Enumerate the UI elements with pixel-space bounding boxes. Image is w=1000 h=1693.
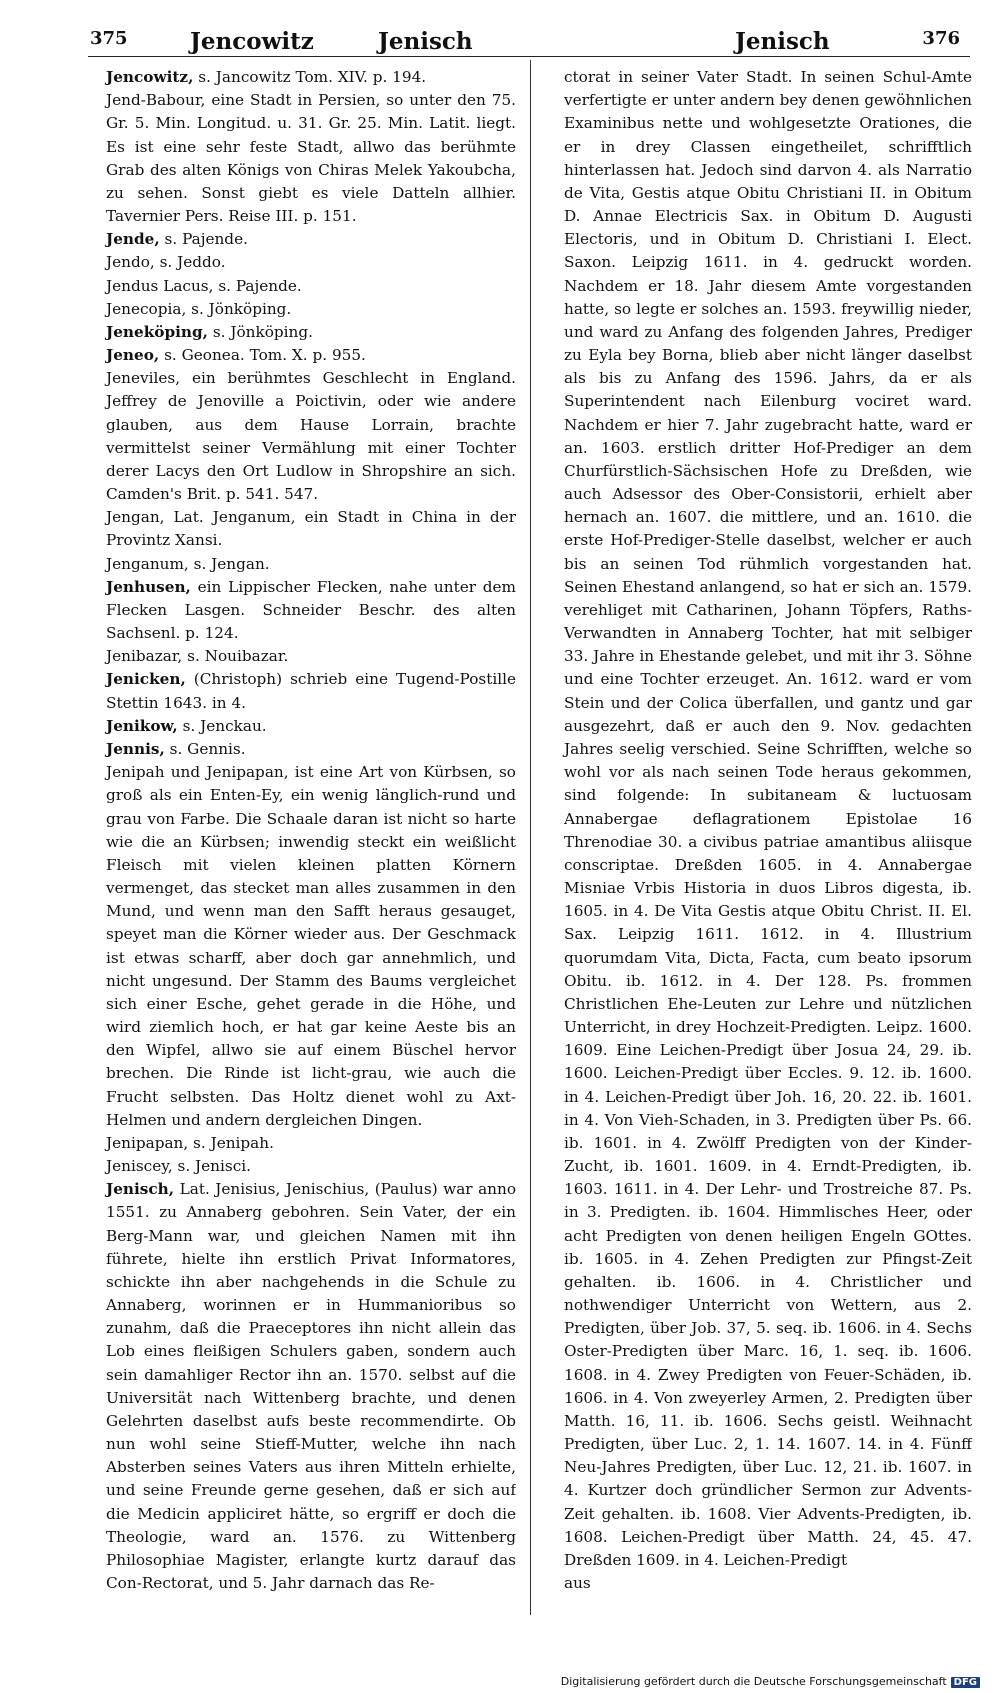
- entry-lemma: Jencowitz,: [106, 68, 194, 86]
- catchword-left: Jencowitz: [190, 28, 314, 55]
- dictionary-entry: [88, 228, 516, 251]
- entry-text: Jend-Babour, eine Stadt in Persien, so unter den 75. Gr. 5. Min. Longitud. u. 31. Gr. 25. Min. Latit. liegt. Es ist eine sehr feste Stadt, allwo das berühmte Grab des alten Königs von Chiras Melek Yakoubcha, zu sehen. Sonst giebt es viele Datteln allhier. Tavernier Pers. Reise III. p. 151.: [106, 91, 516, 226]
- entry-text: Jenipapan, s. Jenipah.: [106, 1133, 274, 1152]
- entry-text: s. Jönköping.: [212, 322, 313, 341]
- entry-text: Jenibazar, s. Nouibazar.: [106, 647, 289, 666]
- left-column: [88, 66, 516, 1614]
- page-number-left: 375: [90, 28, 128, 49]
- entry-lemma: Jenhusen,: [106, 577, 191, 596]
- entry-lemma: Jende,: [106, 230, 160, 249]
- header-rule: [88, 56, 970, 57]
- dictionary-entry: [546, 1572, 972, 1595]
- entry-text: s. Geonea. Tom. X. p. 955.: [164, 346, 366, 365]
- entry-text: Jendo, s. Jeddo.: [106, 253, 226, 272]
- entry-text: s. Gennis.: [169, 739, 246, 758]
- dictionary-entry: [88, 645, 516, 668]
- entry-lemma: Jennis,: [106, 739, 165, 758]
- entry-lemma: Jenicken,: [106, 670, 186, 689]
- dictionary-entry: [88, 321, 516, 344]
- page-number-right: 376: [922, 28, 960, 49]
- entry-text: Lat. Jenisius, Jenischius, (Paulus) war anno 1551. zu Annaberg gebohren. Sein Vater, der ein Berg-Mann war, und gleichen Namen mit ihn führete, hielte ihn erstlich Privat Informatores, schickte ihn aber nachgehends in die Schule zu Annaberg, worinnen er in Hummanioribus so zunahm, daß die Praeceptores ihn nicht allein das Lob eines fleißigen Schulers gaben, sondern auch sein damahliger Rector ihn an. 1570. selbst auf die Universität nach Wittenberg brachte, und denen Gelehrten daselbst aufs beste recommendirte. Ob nun wohl seine Stieff-Mutter, welche ihn nach Absterben seines Vaters aus ihren Mitteln erhielte, und seine Freunde gerne gesehen, daß er sich auf die Medicin appliciret hätte, so ergriff er doch die Theologie, ward an. 1576. zu Wittenberg Philosophiae Magister, erlangte kurtz darauf das Con-Rectorat, und 5. Jahr darnach das Re-: [106, 1180, 516, 1593]
- footer-text: Digitalisierung gefördert durch die Deutsche Forschungsgemeinschaft: [560, 1675, 947, 1688]
- dictionary-entry: [88, 1178, 516, 1595]
- entry-text: Jendus Lacus, s. Pajende.: [106, 276, 302, 295]
- entry-lemma: Jenisch,: [106, 1180, 175, 1199]
- entry-text: s. Pajende.: [164, 230, 248, 249]
- dictionary-entry: [88, 506, 516, 552]
- right-column: [546, 66, 972, 1614]
- dictionary-entry: [88, 66, 516, 89]
- entry-text: s. Jancowitz Tom. XIV. p. 194.: [198, 68, 427, 86]
- dictionary-entry: [88, 298, 516, 321]
- dictionary-entry: [88, 1132, 516, 1155]
- entry-text: Jenipah und Jenipapan, ist eine Art von Kürbsen, so groß als ein Enten-Ey, ein wenig länglich-rund und grau von Farbe. Die Schaale daran ist nicht so harte wie die an Kürbsen; inwendig steckt ein weißlicht Fleisch mit vielen kleinen platten Körnern vermenget, das stecket man alles zusammen in den Mund, und wenn man den Safft heraus gesauget, speyet man die Körner wieder aus. Der Geschmack ist etwas scharff, aber doch gar annehmlich, und nicht ungesund. Der Stamm des Baums vergleichet sich einer Esche, gehet gerade in die Höhe, und wird ziemlich hoch, er hat gar keine Aeste bis an den Wipfel, allwo sie auf einem Büschel hervor brechen. Die Rinde ist licht-grau, wie auch die Frucht selbsten. Das Holtz dienet wohl zu Axt-Helmen und andern dergleichen Dingen.: [106, 763, 516, 1129]
- entry-text: aus: [564, 1574, 591, 1593]
- dictionary-entry: [88, 576, 516, 646]
- dictionary-entry: [88, 738, 516, 761]
- catchword-center: Jenisch: [378, 28, 473, 55]
- entry-text: (Christoph) schrieb eine Tugend-Postille Stettin 1643. in 4.: [106, 670, 516, 712]
- dictionary-entry: [88, 367, 516, 506]
- running-header: [80, 22, 960, 58]
- entry-text: Jenecopia, s. Jönköping.: [106, 299, 292, 318]
- entry-text: ein Lippischer Flecken, nahe unter dem Flecken Lasgen. Schneider Beschr. des alten Sachsenl. p. 124.: [106, 577, 516, 643]
- entry-text: Jenganum, s. Jengan.: [106, 554, 270, 573]
- entry-text: s. Jenckau.: [182, 716, 267, 735]
- column-divider: [530, 60, 531, 1615]
- entry-lemma: Jeneo,: [106, 346, 160, 365]
- dictionary-entry: [88, 668, 516, 714]
- dictionary-entry: [88, 761, 516, 1132]
- dictionary-entry: [88, 89, 516, 228]
- dfg-logo: DFG: [951, 1677, 980, 1688]
- dictionary-entry: [546, 66, 972, 1572]
- dictionary-entry: [88, 715, 516, 738]
- dictionary-entry: [88, 275, 516, 298]
- entry-lemma: Jeneköping,: [106, 322, 208, 341]
- entry-lemma: Jenikow,: [106, 716, 178, 735]
- dictionary-entry: [88, 553, 516, 576]
- entry-text: Jengan, Lat. Jenganum, ein Stadt in China in der Provintz Xansi.: [106, 508, 516, 550]
- dictionary-entry: [88, 344, 516, 367]
- entry-text: ctorat in seiner Vater Stadt. In seinen Schul-Amte verfertigte er unter andern bey denen gewöhnlichen Examinibus nette und wohlgesetzte Orationes, die er in drey Classen eingetheilet, schrifftlich hinterlassen hat. Jedoch sind darvon 4. als Narratio de Vita, Gestis atque Obitu Christiani II. in Obitum D. Annae Electricis Sax. in Obitum D. Augusti Electoris, und in Obitum D. Christiani I. Elect. Saxon. Leipzig 1611. in 4. gedruckt worden. Nachdem er 18. Jahr diesem Amte vorgestanden hatte, so legte er solches an. 1593. freywillig nieder, und ward zu Anfang des folgenden Jahres, Prediger zu Eyla bey Borna, blieb aber nicht länger daselbst als bis zu Anfang des 1596. Jahrs, da er als Superintendent nach Eilenburg vociret ward. Nachdem er hier 7. Jahr zugebracht hatte, ward er an. 1603. erstlich dritter Hof-Prediger an dem Churfürstlich-Sächsischen Hofe zu Dreßden, wie auch Adsessor des Ober-Consistorii, erhielt aber hernach an. 1607. die mittlere, und an. 1610. die erste Hof-Prediger-Stelle daselbst, welcher er auch bis an seinen Tod rühmlich vorgestanden hat. Seinen Ehestand anlangend, so hat er sich an. 1579. verehliget mit Catharinen, Johann Töpfers, Raths-Verwandten in Annaberg Tochter, hat mit selbiger 33. Jahre in Ehestande gelebet, und mit ihr 3. Söhne und eine Tochter erzeuget. An. 1612. ward er vom Stein und der Colica überfallen, und gantz und gar ausgezehrt, daß er auch den 9. Nov. gedachten Jahres seelig verschied. Seine Schrifften, welche so wohl vor als nach seinen Tode heraus gekommen, sind folgende: In subitaneam & luctuosam Annabergae deflagrationem Epistolae 16 Threnodiae 30. a civibus patriae amantibus aliisque conscriptae. Dreßden 1605. in 4. Annabergae Misniae Vrbis Historia in duos Libros digesta, ib. 1605. in 4. De Vita Gestis atque Obitu Christ. II. El. Sax. Leipzig 1611. 1612. in 4. Illustrium quorumdam Vita, Dicta, Facta, cum beato ipsorum Obitu. ib. 1612. in 4. Der 128. Ps. frommen Christlichen Ehe-Leuten zur Lehre und nützlichen Unterricht, in drey Hochzeit-Predigten. Leipz. 1600. 1609. Eine Leichen-Predigt über Josua 24, 29. ib. 1600. Leichen-Predigt über Eccles. 9. 12. ib. 1600. in 4. Leichen-Predigt über Joh. 16, 20. 22. ib. 1601. in 4. Von Vieh-Schaden, in 3. Predigten über Ps. 66. ib. 1601. in 4. Zwölff Predigten von der Kinder-Zucht, ib. 1601. 1609. in 4. Erndt-Predigten, ib. 1603. 1611. in 4. Der Lehr- und Trostreiche 87. Ps. in 3. Predigten. ib. 1604. Himmlisches Heer, oder acht Predigten von denen heiligen Engeln GOttes. ib. 1605. in 4. Zehen Predigten zur Pfingst-Zeit gehalten. ib. 1606. in 4. Christlicher und nothwendiger Unterricht von Wettern, aus 2. Predigten, über Job. 37, 5. seq. ib. 1606. in 4. Sechs Oster-Predigten über Marc. 16, 1. seq. ib. 1606. 1608. in 4. Zwey Predigten von Feuer-Schäden, ib. 1606. in 4. Von zweyerley Armen, 2. Predigten über Matth. 16, 11. ib. 1606. Sechs geistl. Weihnacht Predigten, über Luc. 2, 1. 14. 1607. 14. in 4. Fünff Neu-Jahres Predigten, über Luc. 12, 21. ib. 1607. in 4. Kurtzer doch gründlicher Sermon zur Advents-Zeit gehalten. ib. 1608. Vier Advents-Predigten, ib. 1608. Leichen-Predigt über Matth. 24, 45. 47. Dreßden 1609. in 4. Leichen-Predigt: [564, 68, 972, 1569]
- dictionary-entry: [88, 1155, 516, 1178]
- entry-text: Jeneviles, ein berühmtes Geschlecht in England. Jeffrey de Jenoville a Poictivin, oder wie andere glauben, aus dem Hause Lorrain, brachte vermittelst seiner Vermählung mit einer Tochter derer Lacys den Ort Ludlow in Shropshire an sich. Camden's Brit. p. 541. 547.: [106, 369, 516, 504]
- entry-text: Jeniscey, s. Jenisci.: [106, 1157, 251, 1176]
- dictionary-entry: [88, 251, 516, 274]
- catchword-right: Jenisch: [735, 28, 830, 55]
- digitization-footer: [560, 1675, 980, 1688]
